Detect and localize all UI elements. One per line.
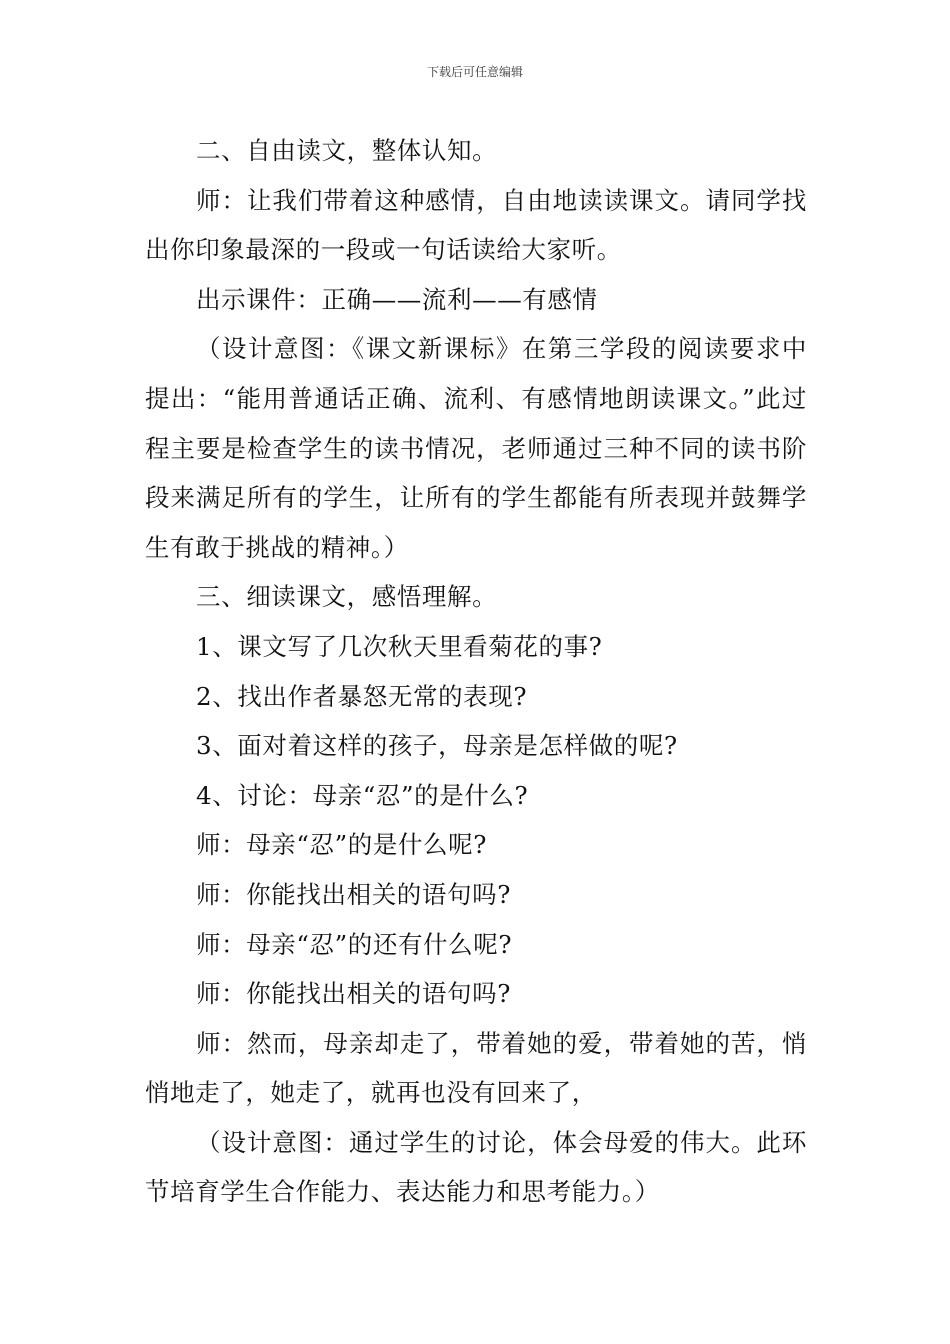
teacher-line-4: 师：你能找出相关的语句吗? — [196, 979, 511, 1009]
question-2: 2、找出作者暴怒无常的表现? — [196, 681, 528, 711]
paragraph-design-intent-1: （设计意图：《课文新课标》在第三学段的阅读要求中提出：“能用普通话正确、流利、有感情地朗读课文。”此过程主要是检查学生的读书情况，老师通过三种不同的读书阶段来满足所有的学生，让所有的学生都能有所表现并鼓舞学生有敢于挑战的精神。） — [145, 334, 807, 562]
document-body — [145, 126, 807, 1217]
teacher-line-2: 师：你能找出相关的语句吗? — [196, 879, 511, 909]
section-heading-close-reading: 三、细读课文，感悟理解。 — [196, 582, 498, 612]
question-1: 1、课文写了几次秋天里看菊花的事? — [196, 631, 603, 661]
teacher-line-3: 师：母亲“忍”的还有什么呢? — [196, 929, 513, 959]
paragraph-courseware: 出示课件：正确——流利——有感情 — [196, 284, 598, 314]
teacher-line-5: 师：然而，母亲却走了，带着她的爱，带着她的苦，悄悄地走了，她走了，就再也没有回来了， — [145, 1028, 807, 1108]
page-header: 下载后可任意编辑 — [426, 65, 523, 79]
question-4: 4、讨论：母亲“忍”的是什么? — [196, 780, 529, 810]
paragraph-teacher-instruction: 师：让我们带着这种感情，自由地读读课文。请同学找出你印象最深的一段或一句话读给大家听。 — [145, 185, 807, 265]
teacher-line-1: 师：母亲“忍”的是什么呢? — [196, 830, 487, 860]
question-3: 3、面对着这样的孩子，母亲是怎样做的呢? — [196, 731, 678, 761]
section-heading-free-reading: 二、自由读文，整体认知。 — [196, 136, 498, 165]
paragraph-design-intent-2: （设计意图：通过学生的讨论，体会母爱的伟大。此环节培育学生合作能力、表达能力和思考能力。） — [145, 1127, 807, 1207]
